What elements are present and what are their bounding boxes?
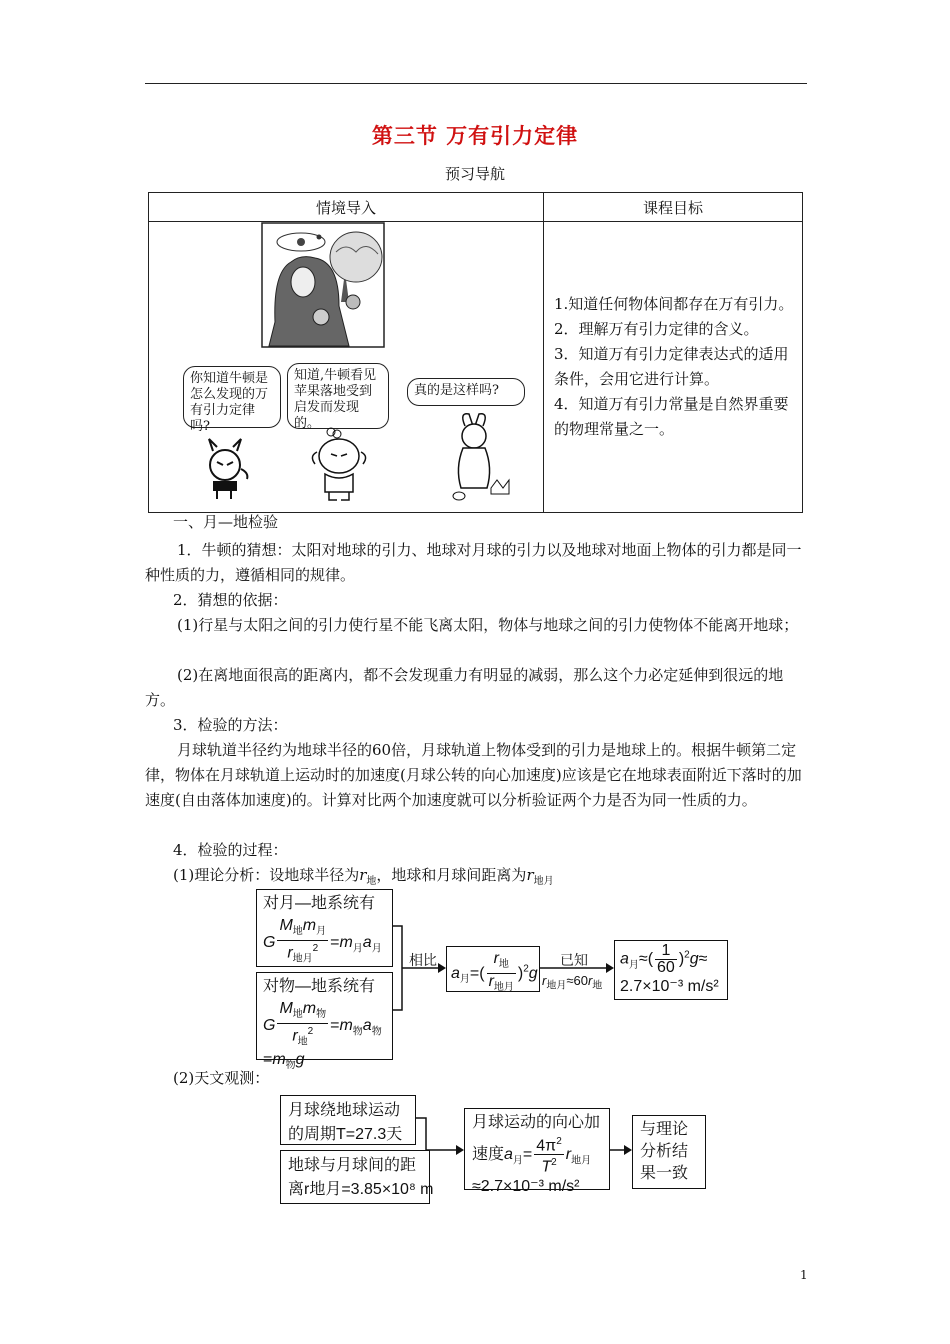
box-line: 月球运动的向心加: [472, 1114, 601, 1131]
ratio-equation: $a_月=$( $\frac{r_地}{r_{地月}}$ )$^2$g: [451, 950, 538, 994]
page-number: 1: [800, 1268, 808, 1282]
box-line: 地球与月球间的距: [288, 1157, 417, 1174]
ratio-box: [446, 946, 540, 992]
paragraph: 3．检验的方法：: [173, 716, 288, 734]
box-title: 对月—地系统有: [263, 895, 376, 912]
object-earth-box: [256, 972, 393, 1071]
centripetal-accel-box: [464, 1108, 610, 1195]
paragraph-text: (1)理论分析：设地球半径为: [173, 866, 360, 884]
symbol-sub: 地: [366, 876, 377, 887]
paragraph: 2．猜想的依据：: [173, 591, 288, 609]
section-heading: 一、月—地检验: [173, 513, 279, 531]
accel-equation: 速度$a_月=$ $\frac{4\pi^2}{T^2}$ $r_{地月}$: [472, 1136, 592, 1176]
earth-moon-distance-box: [280, 1150, 434, 1204]
goal-item: 2．理解万有引力定律的含义。: [554, 320, 759, 338]
box-line: 离r地月=3.85×10⁸ m: [288, 1181, 434, 1198]
result-equation: $a_月\approx$( $\frac{1}{60}$ )$^2$g≈: [620, 942, 708, 976]
goal-item: 1.知道任何物体间都存在万有引力。: [554, 295, 794, 313]
speech-bubble-1: 你知道牛顿是怎么发现的万有引力定律吗?: [183, 366, 281, 428]
moon-period-box: 月球绕地球运动的周期T=27.3天: [280, 1095, 416, 1145]
gravity-equation-object: G $\frac{M_地m_物}{r_地^2}$ $=m_物a_物$: [263, 1000, 382, 1048]
gravity-equation-object-tail: $=m_物g$: [263, 1050, 305, 1071]
conclusion-box: 与理论分析结果一致: [632, 1115, 706, 1189]
speech-bubble-3: 真的是这样吗?: [407, 378, 525, 406]
page-subtitle: 预习导航: [444, 165, 505, 183]
goal-item: 3．知道万有引力定律表达式的适用条件，会用它进行计算。: [554, 345, 789, 388]
paragraph: (2)天文观测：: [173, 1069, 270, 1087]
box-title: 对物—地系统有: [263, 978, 376, 995]
speech-bubble-2: 知道,牛顿看见苹果落地受到启发而发现的。: [287, 363, 389, 429]
paragraph-text: ，地球和月球间距离为: [376, 866, 527, 884]
symbol-r: r: [526, 866, 534, 884]
compare-label: 相比: [409, 952, 437, 968]
page-title: 第三节 万有引力定律: [371, 123, 579, 148]
symbol-sub: 地月: [533, 876, 554, 887]
table-header-scene: 情境导入: [149, 193, 544, 222]
paragraph-text: 月球轨道半径约为地球半径的60倍，月球轨道上物体受到的引力是地球上的。根据牛顿第二定律，物体在月球轨道上运动时的加速度(月球公转的向心加速度)应该是它在地球表面附近下落时的加速度(自由落体加速度)的。计算对比两个加速度就可以分析验证两个力是否为同一性质的力。: [145, 741, 802, 809]
known-label: 已知: [560, 952, 588, 968]
paragraph-text: (2)在离地面很高的距离内，都不会发现重力有明显的减弱，那么这个力必定延伸到很远的地方。: [145, 666, 784, 709]
paragraph-text: (1)行星与太阳之间的引力使行星不能飞离太阳，物体与地球之间的引力使物体不能离开地球；: [177, 616, 799, 634]
gravity-equation-moon: G $\frac{M_地m_月}{r_{地月}^2}$ $=m_月a_月$: [263, 917, 382, 965]
paragraph: 4．检验的过程：: [173, 841, 288, 859]
result-value: 2.7×10⁻³ m/s²: [620, 978, 719, 995]
goal-item: 4．知道万有引力常量是自然界重要的物理常量之一。: [554, 395, 789, 438]
box-line: ≈2.7×10⁻³ m/s²: [472, 1177, 580, 1195]
moon-earth-box: [256, 889, 393, 967]
known-condition: $r_{地月}\approx 60r_地$: [542, 973, 603, 992]
paragraph-text: 1．牛顿的猜想：太阳对地球的引力、地球对月球的引力以及地球对地面上物体的引力都是同一种性质的力，遵循相同的规律。: [145, 541, 802, 584]
table-header-goals: 课程目标: [544, 193, 803, 222]
symbol-r: r: [359, 866, 367, 884]
result-box: [614, 940, 728, 1000]
